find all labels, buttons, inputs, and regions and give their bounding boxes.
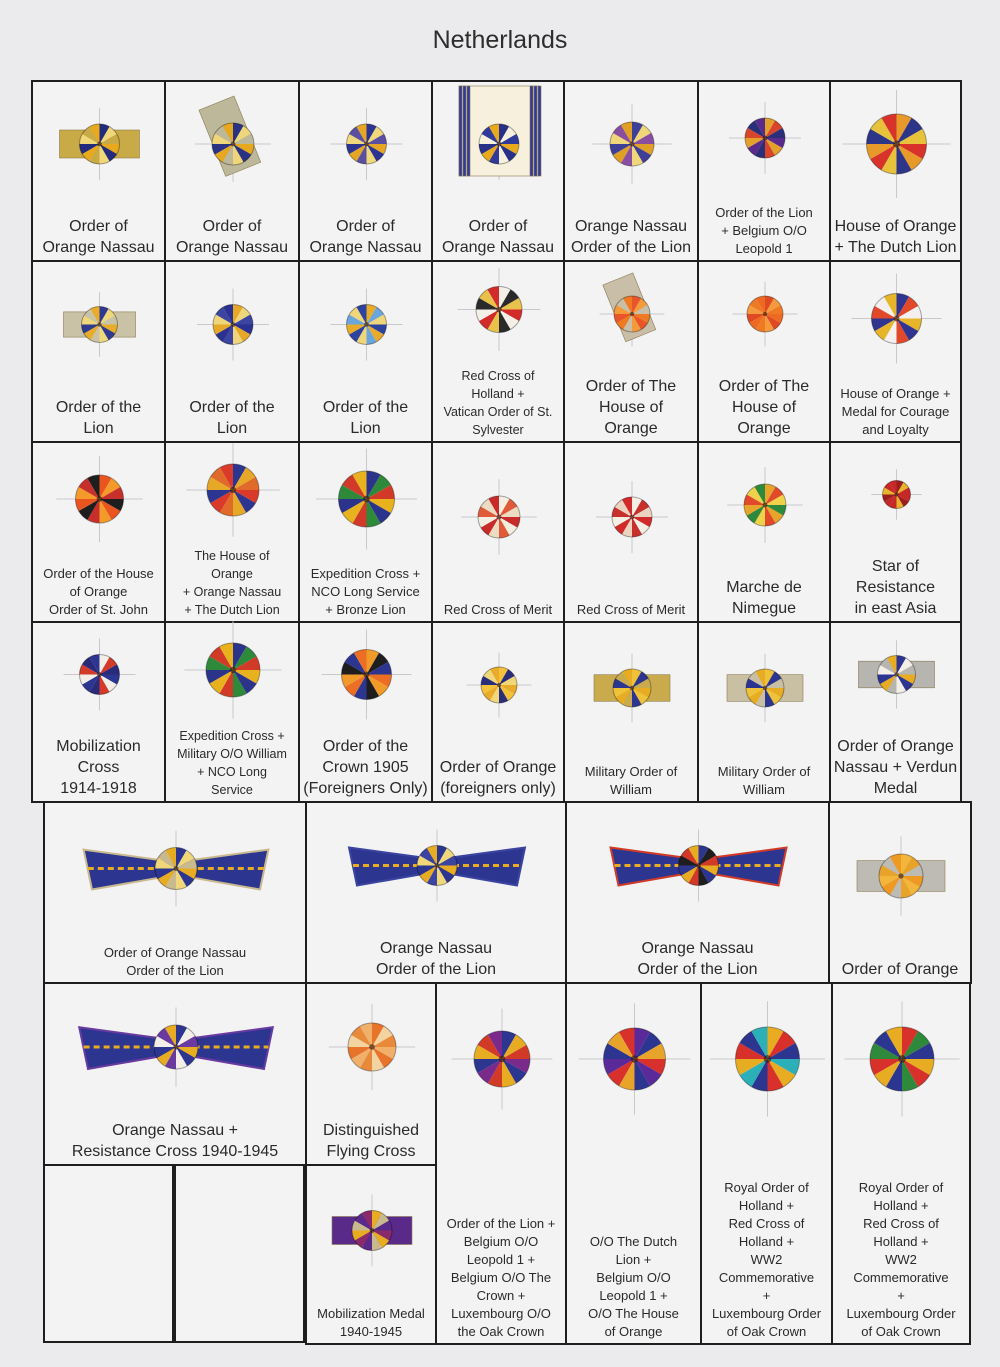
medal-caption [35, 216, 162, 258]
caption-line: Orange Nassau [441, 239, 555, 256]
medal-cell [697, 260, 831, 443]
caption-line: Order of the [55, 399, 142, 416]
caption-line: Leopold 1 [735, 241, 793, 256]
medal-caption [704, 1179, 829, 1341]
caption-line: Orange [737, 420, 791, 437]
caption-line: Luxembourg Order [711, 1306, 822, 1321]
caption-line: Expedition Cross + [310, 566, 421, 581]
caption-line: Order of Orange [837, 738, 954, 755]
caption-line: Red Cross of [863, 1216, 939, 1231]
caption-line: (Foreigners Only) [303, 780, 428, 797]
medal-cell [700, 982, 833, 1345]
caption-line: Mobilization Medal [317, 1306, 425, 1321]
caption-line: + The Dutch Lion [834, 239, 957, 256]
medal-caption [302, 216, 429, 258]
caption-line: + The Dutch Lion [184, 603, 280, 617]
caption-line: Holland + [471, 387, 525, 401]
medal-caption [835, 1179, 967, 1341]
medal-caption [567, 763, 695, 799]
medal-cell [565, 801, 830, 984]
caption-line: Expedition Cross + [179, 729, 285, 743]
medal-cell [164, 80, 300, 262]
medal-caption [435, 757, 561, 799]
medal-cell [164, 441, 300, 623]
medal-caption [435, 216, 561, 258]
caption-line: Leopold 1 + [599, 1288, 668, 1303]
caption-line: Nassau + Verdun [833, 759, 958, 776]
caption-line: Order of the [322, 399, 409, 416]
medal-cell [43, 801, 307, 984]
caption-line: (foreigners only) [440, 780, 556, 797]
caption-line: Leopold 1 + [466, 1252, 536, 1267]
caption-line: William [610, 782, 652, 797]
caption-line: O/O The Dutch [589, 1234, 678, 1249]
medal-cell [43, 982, 307, 1166]
rosette-ribbon-icon [830, 803, 972, 984]
caption-line: Order of the House [43, 566, 154, 581]
caption-line: 1914-1918 [60, 780, 137, 797]
caption-line: Order of The [718, 378, 810, 395]
caption-line: Order of St. John [49, 602, 148, 617]
medal-caption [168, 727, 296, 799]
medal-cell [829, 441, 962, 623]
caption-line: WW2 [885, 1252, 917, 1267]
medal-caption [832, 959, 968, 980]
medal-cell [697, 441, 831, 623]
caption-line: Lion [83, 420, 114, 437]
medal-cell [298, 441, 433, 623]
caption-line: Order of the Lion [637, 961, 758, 978]
medal-cell [563, 260, 699, 443]
caption-line: Crown 1905 [322, 759, 409, 776]
caption-line: Marche de [726, 579, 802, 596]
caption-line: Orange Nassau [309, 239, 422, 256]
empty-cell [174, 1164, 305, 1343]
medal-cell [31, 441, 166, 623]
medal-cell [563, 441, 699, 623]
medal-caption [168, 216, 296, 258]
medal-caption [302, 565, 429, 619]
caption-line: Royal Order of [724, 1180, 809, 1195]
caption-line: Service [211, 783, 253, 797]
caption-line: + NCO Long [197, 765, 267, 779]
caption-line: Belgium O/O [463, 1234, 539, 1249]
caption-line: Order of [202, 218, 262, 235]
medal-caption [309, 1120, 433, 1162]
medal-caption [439, 1215, 563, 1341]
caption-line: Orange Nassau + [112, 1122, 238, 1139]
caption-line: O/O The House [588, 1306, 679, 1321]
caption-line: Holland + [738, 1198, 795, 1213]
caption-line: Order of [69, 218, 128, 235]
caption-line: Order of the Lion [375, 961, 497, 978]
caption-line: WW2 [750, 1252, 783, 1267]
caption-line: House of [731, 399, 797, 416]
caption-line: Orange [604, 420, 658, 437]
caption-line: Commemorative [718, 1270, 815, 1285]
caption-line: of Orange [604, 1324, 663, 1339]
caption-line: + [897, 1288, 905, 1303]
caption-line: + Belgium O/O [721, 223, 807, 238]
caption-line: Order of The [585, 378, 677, 395]
caption-line: Orange Nassau [641, 940, 754, 957]
caption-line: Holland + [873, 1234, 929, 1249]
medal-caption [701, 577, 827, 619]
caption-line: Resistance Cross 1940-1945 [71, 1143, 279, 1160]
caption-line: Belgium O/O [596, 1270, 671, 1285]
medal-caption [47, 1120, 303, 1162]
rosette-ribbon-icon [565, 443, 699, 623]
medal-caption [35, 736, 162, 799]
caption-line: Medal for Courage [841, 404, 950, 419]
caption-line: + Orange Nassau [182, 585, 282, 599]
caption-line: Order of Orange [439, 759, 557, 776]
medal-cell [164, 621, 300, 803]
caption-line: Order of the [189, 399, 275, 416]
medal-cell [831, 982, 971, 1345]
caption-line: Order of [336, 218, 395, 235]
medal-caption [569, 938, 826, 980]
caption-line: Red Cross of [728, 1216, 805, 1231]
medal-cell [431, 441, 565, 623]
caption-line: of Oak Crown [726, 1324, 807, 1339]
medal-cell [431, 260, 565, 443]
caption-line: Order of the Lion + [446, 1216, 556, 1231]
caption-line: Mobilization [56, 738, 141, 755]
medal-caption [168, 547, 296, 619]
caption-line: Medal [873, 780, 918, 797]
caption-line: in east Asia [854, 600, 937, 617]
caption-line: Belgium O/O The [450, 1270, 552, 1285]
caption-line: Military Order of [584, 764, 678, 779]
caption-line: Holland + [873, 1198, 929, 1213]
caption-line: Sylvester [472, 423, 524, 437]
medal-cell [305, 982, 437, 1166]
caption-line: + Bronze Lion [325, 602, 406, 617]
caption-line: Order of the Lion [126, 963, 224, 978]
caption-line: Resistance [855, 579, 936, 596]
caption-line: Red Cross of Merit [443, 602, 553, 617]
medal-cell [298, 80, 433, 262]
medal-cell [828, 801, 972, 984]
medal-caption [47, 944, 303, 980]
medal-cell [164, 260, 300, 443]
medal-cell [435, 982, 567, 1345]
caption-line: of Orange [69, 584, 128, 599]
medal-caption [569, 1233, 698, 1341]
medal-caption [168, 397, 296, 439]
caption-line: Cross [77, 759, 120, 776]
caption-line: Lion [216, 420, 248, 437]
medal-caption [35, 565, 162, 619]
medal-caption [833, 216, 958, 258]
medal-caption [309, 938, 563, 980]
medal-cell [305, 801, 567, 984]
empty-cell [43, 1164, 174, 1343]
medal-cell [431, 80, 565, 262]
medal-cell [31, 260, 166, 443]
caption-line: Orange Nassau [574, 218, 688, 235]
caption-line: Order of the Lion [715, 205, 813, 220]
medal-cell [431, 621, 565, 803]
medal-caption [701, 376, 827, 439]
caption-line: Lion + [615, 1252, 652, 1267]
medal-caption [309, 1305, 433, 1341]
caption-line: Vatican Order of St. [443, 405, 553, 419]
medal-caption [833, 736, 958, 799]
caption-line: + [762, 1288, 771, 1303]
medal-cell [697, 621, 831, 803]
medal-caption [435, 601, 561, 619]
caption-line: Orange Nassau [42, 239, 155, 256]
caption-line: Lion [350, 420, 381, 437]
caption-line: Order of Orange [841, 961, 959, 978]
medal-caption [833, 556, 958, 619]
medal-cell [829, 260, 962, 443]
caption-line: Order of [468, 218, 528, 235]
caption-line: Distinguished [322, 1122, 420, 1139]
caption-line: Flying Cross [326, 1143, 416, 1160]
caption-line: of Oak Crown [861, 1324, 941, 1339]
page-title: Netherlands [432, 26, 568, 54]
caption-line: Orange [211, 567, 253, 581]
medal-cell [697, 80, 831, 262]
caption-line: Order of Orange Nassau [103, 945, 247, 960]
medal-cell [565, 982, 702, 1345]
caption-line: Order of the Lion [570, 239, 692, 256]
caption-line: Luxembourg O/O [451, 1306, 551, 1321]
caption-line: Orange Nassau [379, 940, 493, 957]
caption-line: and Loyalty [862, 422, 929, 437]
caption-line: Order of the [322, 738, 409, 755]
caption-line: House of Orange [834, 218, 957, 235]
caption-line: Military O/O William [177, 747, 287, 761]
caption-line: Holland + [738, 1234, 795, 1249]
caption-line: NCO Long Service [311, 584, 420, 599]
medal-caption [567, 601, 695, 619]
caption-line: 1940-1945 [339, 1324, 403, 1339]
medal-caption [302, 736, 429, 799]
medal-caption [435, 367, 561, 439]
medal-cell [298, 621, 433, 803]
medal-caption [567, 216, 695, 258]
medal-caption [701, 204, 827, 258]
caption-line: Crown + [476, 1288, 526, 1303]
medal-cell [829, 621, 962, 803]
caption-line: Military Order of [717, 764, 811, 779]
medal-cell [563, 80, 699, 262]
rosette-ribbon-icon [433, 443, 565, 623]
caption-line: Red Cross of [461, 369, 535, 383]
medal-cell [305, 1164, 437, 1345]
caption-line: the Oak Crown [457, 1324, 545, 1339]
medal-caption [302, 397, 429, 439]
caption-line: Nimegue [731, 600, 797, 617]
medal-caption [701, 763, 827, 799]
caption-line: Red Cross of Merit [576, 602, 686, 617]
medal-cell [298, 260, 433, 443]
medal-caption [35, 397, 162, 439]
caption-line: House of Orange + [840, 386, 951, 401]
caption-line: Star of [871, 558, 920, 575]
caption-line: Royal Order of [858, 1180, 944, 1195]
caption-line: The House of [194, 549, 270, 563]
caption-line: Commemorative [853, 1270, 949, 1285]
medal-caption [567, 376, 695, 439]
medal-caption [833, 385, 958, 439]
caption-line: Luxembourg Order [846, 1306, 956, 1321]
medal-cell [563, 621, 699, 803]
medal-cell [829, 80, 962, 262]
medal-cell [31, 621, 166, 803]
caption-line: House of [598, 399, 664, 416]
caption-line: Orange Nassau [175, 239, 289, 256]
medal-cell [31, 80, 166, 262]
caption-line: William [743, 782, 785, 797]
